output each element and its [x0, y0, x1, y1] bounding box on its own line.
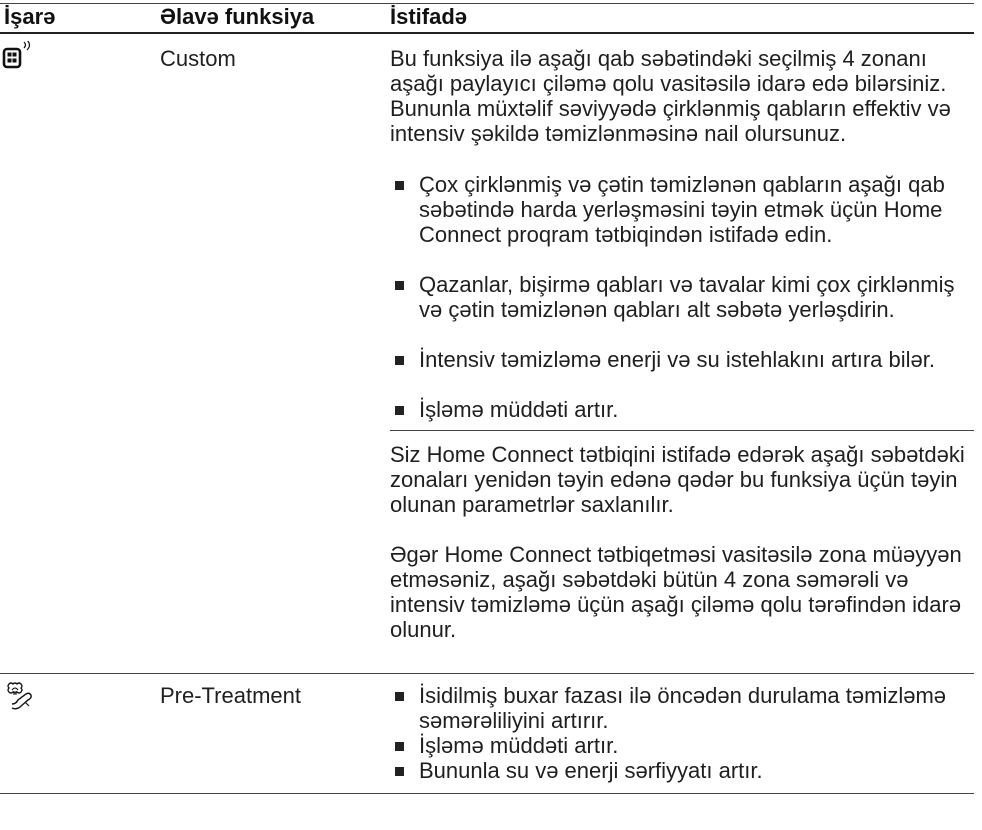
bullet-icon: [395, 767, 404, 776]
bullet-icon: [395, 281, 404, 290]
custom-zones-icon: [2, 41, 36, 71]
header-rule: [0, 32, 974, 34]
bullet-icon: [395, 356, 404, 365]
function-name-pre-treatment: Pre-Treatment: [160, 683, 302, 708]
bullet-text: İntensiv təmizləmə enerji və su istehlakını artıra bilər.: [419, 347, 936, 372]
bullet-text: İşləmə müddəti artır.: [419, 733, 619, 758]
list-item: [390, 172, 970, 272]
bullet-icon: [395, 742, 404, 751]
pre-treatment-icon: [2, 680, 36, 712]
list-item: [390, 347, 970, 397]
bullet-text: Qazanlar, bişirmə qabları və tavalar kimi çox çirklənmiş və çətin təmizlənən qabları alt səbətə yerləşdirin.: [419, 272, 955, 322]
inner-divider: [390, 430, 974, 431]
top-rule: [0, 3, 974, 4]
header-function: Əlavə funksiya: [160, 4, 315, 29]
bullet-text: İşləmə müddəti artır.: [419, 397, 619, 422]
list-item: [390, 733, 970, 758]
bottom-rule: [0, 793, 974, 794]
custom-intro: Bu funksiya ilə aşağı qab səbətindəki seçilmiş 4 zonanı aşağı paylayıcı çiləmə qolu vasitəsilə idarə edə bilərsiniz. Bununla müxtəlif səviyyədə çirklənmiş qabların effektiv və intensiv şəkildə təmizlənməsinə nail olursunuz.: [390, 46, 951, 146]
custom-note-default: Əgər Home Connect tətbiqetməsi vasitəsilə zona müəyyən etməsəniz, aşağı səbətdəki bütün 4 zona səmərəli və intensiv təmizləmə üçün aşağı çiləmə qolu tərəfindən idarə olunur.: [390, 542, 962, 642]
list-item: [390, 397, 970, 422]
bullet-text: Çox çirklənmiş və çətin təmizlənən qabların aşağı qab səbətində harda yerləşməsini təyin etmək üçün Home Connect proqram tətbiqindən istifadə edin.: [419, 172, 945, 247]
bullet-icon: [395, 181, 404, 190]
header-usage: İstifadə: [390, 4, 468, 29]
header-sign: İşarə: [4, 4, 56, 29]
list-item: [390, 683, 970, 733]
custom-note-settings: Siz Home Connect tətbiqini istifadə edərək aşağı səbətdəki zonaları yenidən təyin edənə qədər bu funksiya üçün təyin olunan parametrlər saxlanılır.: [390, 442, 965, 517]
bullet-text: İsidilmiş buxar fazası ilə öncədən durulama təmizləmə səmərəliliyini artırır.: [419, 683, 947, 733]
row-divider: [0, 673, 974, 674]
bullet-text: Bununla su və enerji sərfiyyatı artır.: [419, 758, 763, 783]
bullet-icon: [395, 406, 404, 415]
list-item: [390, 758, 970, 783]
function-name-custom: Custom: [160, 46, 236, 71]
list-item: [390, 272, 970, 347]
bullet-icon: [395, 692, 404, 701]
